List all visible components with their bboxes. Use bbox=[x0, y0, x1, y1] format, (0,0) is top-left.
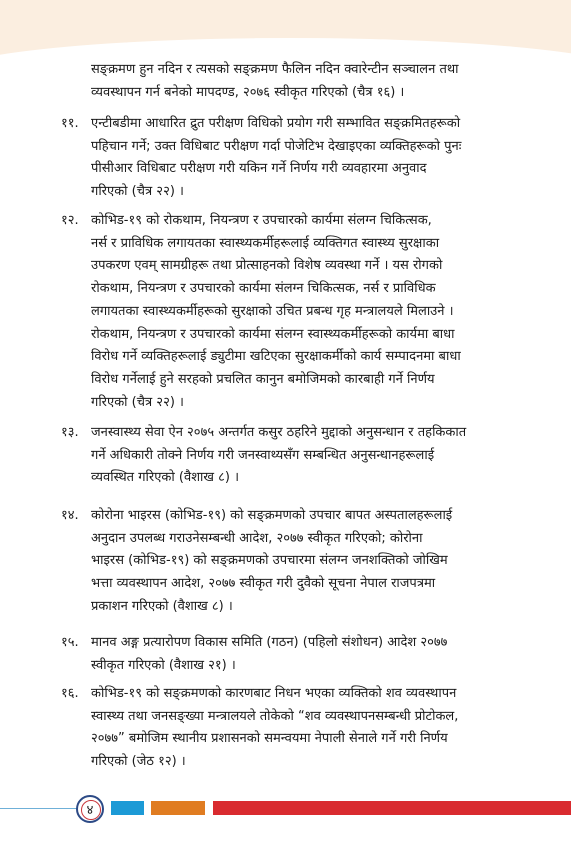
text-line: उपकरण एवम् सामग्रीहरू तथा प्रोत्साहनको विशेष व्यवस्था गर्ने । यस रोगको bbox=[91, 258, 443, 274]
text-line: भत्ता व्यवस्थापन आदेश, २०७७ स्वीकृत गरी दुवैको सूचना नेपाल राजपत्रमा bbox=[91, 576, 436, 592]
item-number: १३. bbox=[61, 425, 79, 440]
text-line: गरिएको (जेठ १२) । bbox=[91, 754, 186, 770]
text-line: व्यवस्थापन गर्न बनेको मापदण्ड, २०७६ स्वीकृत गरिएको (चैत्र १६) । bbox=[91, 84, 405, 100]
text-line: कोरोना भाइरस (कोभिड-१९) को सङ्क्रमणको उपचार बापत अस्पतालहरूलाई bbox=[91, 508, 453, 523]
text-line: गरिएको (चैत्र २२) । bbox=[91, 184, 184, 200]
text-line: एन्टीबडीमा आधारित द्रुत परीक्षण विधिको प्रयोग गरी सम्भावित सङ्क्रमितहरूको bbox=[91, 116, 461, 131]
item-body bbox=[91, 505, 523, 619]
text-line: कोभिड-१९ को रोकथाम, नियन्त्रण र उपचारको कार्यमा संलग्न चिकित्सक, bbox=[91, 213, 432, 228]
text-line: लगायतका स्वास्थ्यकर्मीहरूको सुरक्षाको उचित प्रबन्ध गृह मन्त्रालयले मिलाउने । bbox=[91, 303, 454, 319]
item-body bbox=[91, 113, 523, 204]
text-line: गरिएको (चैत्र २२) । bbox=[91, 394, 184, 410]
text-line: कोभिड-१९ को सङ्क्रमणको कारणबाट निधन भएका व्यक्तिको शव व्यवस्थापन bbox=[91, 686, 457, 701]
text-line: अनुदान उपलब्ध गराउनेसम्बन्धी आदेश, २०७७ स्वीकृत गरिएको; कोरोना bbox=[91, 530, 423, 546]
text-line: प्रकाशन गरिएको (वैशाख ८) । bbox=[91, 598, 233, 614]
footer-rule bbox=[0, 808, 80, 809]
item-body bbox=[91, 683, 523, 774]
footer-bar-orange bbox=[151, 801, 205, 815]
text-line: पहिचान गर्ने; उक्त विधिबाट परीक्षण गर्दा पोजेटिभ देखाइएका व्यक्तिहरूको पुनः bbox=[91, 138, 462, 154]
item-body bbox=[91, 422, 523, 490]
item-number: १४. bbox=[61, 508, 79, 523]
footer-bar-blue bbox=[111, 801, 144, 815]
text-line: पीसीआर विधिबाट परीक्षण गरी यकिन गर्ने निर्णय गरी व्यवहारमा अनुवाद bbox=[91, 161, 427, 177]
text-line: भाइरस (कोभिड-१९) को सङ्क्रमणको उपचारमा संलग्न जनशक्तिको जोखिम bbox=[91, 553, 448, 569]
item-body bbox=[91, 632, 523, 677]
item-number: ११. bbox=[61, 116, 79, 131]
page-number: ४ bbox=[86, 803, 94, 818]
item-body bbox=[91, 210, 523, 414]
page-number-badge bbox=[76, 795, 104, 823]
footer-bar-red bbox=[213, 801, 571, 815]
text-line: गर्ने अधिकारी तोक्ने निर्णय गरी जनस्वाथ्यसँग सम्बन्धित अनुसन्धानहरूलाई bbox=[91, 447, 435, 463]
text-line: सङ्क्रमण हुन नदिन र त्यसको सङ्क्रमण फैलिन नदिन क्वारेन्टीन सञ्चालन तथा bbox=[91, 62, 459, 77]
text-line: रोकथाम, नियन्त्रण र उपचारको कार्यमा संलग्न चिकित्सक, नर्स र प्राविधिक bbox=[91, 281, 436, 297]
item-number: १२. bbox=[61, 213, 79, 228]
text-line: स्वीकृत गरिएको (वैशाख २१) । bbox=[91, 657, 236, 673]
text-line: नर्स र प्राविधिक लगायतका स्वास्थ्यकर्मीहरूलाई व्यक्तिगत स्वास्थ्य सुरक्षाका bbox=[91, 235, 440, 251]
text-line: स्वास्थ्य तथा जनसङ्ख्या मन्त्रालयले तोकेको “शव व्यवस्थापनसम्बन्धी प्रोटोकल, bbox=[91, 708, 459, 724]
text-line: विरोध गर्नेलाई हुने सरहको प्रचलित कानुन बमोजिमको कारबाही गर्ने निर्णय bbox=[91, 371, 435, 387]
text-line: व्यवस्थित गरिएको (वैशाख ८) । bbox=[91, 470, 240, 486]
item-number: १६. bbox=[61, 686, 79, 701]
text-line: २०७७” बमोजिम स्थानीय प्रशासनको समन्वयमा नेपाली सेनाले गर्ने गरी निर्णय bbox=[91, 731, 448, 747]
lead-paragraph bbox=[91, 59, 521, 104]
text-line: मानव अङ्ग प्रत्यारोपण विकास समिति (गठन) (पहिलो संशोधन) आदेश २०७७ bbox=[91, 635, 448, 650]
item-number: १५. bbox=[61, 635, 79, 650]
text-line: रोकथाम, नियन्त्रण र उपचारको कार्यमा संलग्न स्वास्थ्यकर्मीहरूको कार्यमा बाधा bbox=[91, 326, 455, 342]
text-line: जनस्वास्थ्य सेवा ऐन २०७५ अन्तर्गत कसुर ठहरिने मुद्दाको अनुसन्धान र तहकिकात bbox=[91, 425, 467, 440]
text-line: विरोध गर्ने व्यक्तिहरूलाई ड्युटीमा खटिएका सुरक्षाकर्मीको कार्य सम्पादनमा बाधा bbox=[91, 349, 461, 365]
